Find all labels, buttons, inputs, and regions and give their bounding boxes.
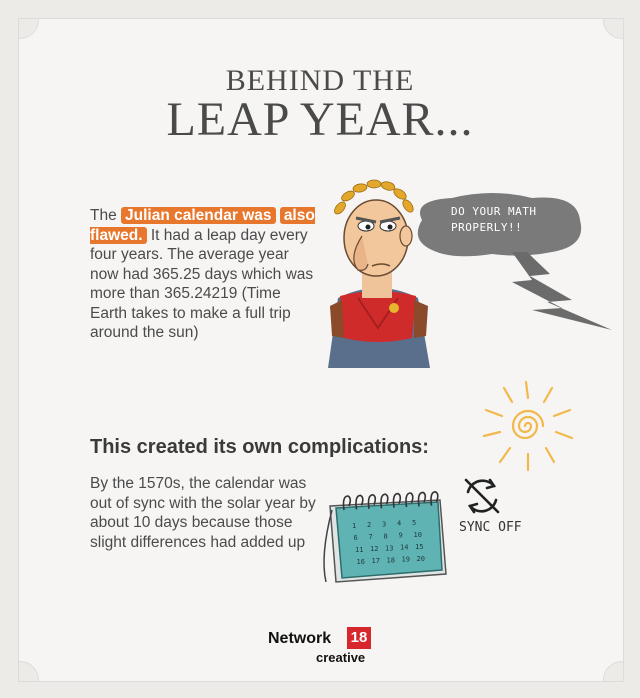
calendar-day-number: 11 xyxy=(355,546,364,554)
sync-off-label: SYNC OFF xyxy=(459,520,522,535)
calendar-day-number: 5 xyxy=(412,518,417,527)
card-corner-bottom-left xyxy=(18,661,39,682)
logo-word: Network xyxy=(268,630,332,647)
calendar-day-number: 19 xyxy=(401,555,410,564)
calendar-day-number: 7 xyxy=(368,533,373,542)
speech-bubble-text xyxy=(451,204,571,236)
speech-bubble-line-2: PROPERLY!! xyxy=(451,221,523,234)
calendar-day-number: 6 xyxy=(353,534,358,542)
calendar-day-number: 10 xyxy=(413,530,422,539)
complications-heading: This created its own complications: xyxy=(90,436,429,458)
speech-bubble-line-1: DO YOUR MATH xyxy=(451,205,537,218)
card-corner-bottom-right xyxy=(603,661,624,682)
calendar-day-number: 18 xyxy=(386,556,395,565)
logo-sub: creative xyxy=(316,650,366,665)
sun-doodle-icon xyxy=(478,376,578,476)
calendar-day-number: 13 xyxy=(385,544,394,553)
calendar-day-number: 17 xyxy=(371,557,380,566)
card-corner-top-left xyxy=(18,18,39,39)
calendar-day-number: 12 xyxy=(370,545,379,554)
logo-number: 18 xyxy=(347,627,371,649)
network18-creative-logo xyxy=(268,627,378,667)
calendar-day-number: 8 xyxy=(383,532,388,541)
intro-rest: It had a leap day every four years. The average year now had 365.25 days which was more than 365.24219 (Time Earth takes to make a full trip around the sun) xyxy=(90,226,314,341)
title-line-2: LEAP YEAR... xyxy=(166,93,474,146)
calendar-day-number: 15 xyxy=(415,542,424,551)
card-corner-top-right xyxy=(603,18,624,39)
intro-highlight-1: Julian calendar was xyxy=(121,207,275,224)
complications-body: By the 1570s, the calendar was out of sync with the solar year by about 10 days because those slight differences had added up xyxy=(90,475,316,551)
calendar-day-number: 4 xyxy=(397,519,402,528)
calendar-day-number: 14 xyxy=(400,543,409,552)
intro-highlight-2: also flawed. xyxy=(90,207,315,244)
calendar-day-number: 3 xyxy=(382,520,387,529)
calendar-day-number: 1 xyxy=(352,522,357,530)
calendar-day-number: 2 xyxy=(367,521,372,530)
sync-off-icon xyxy=(460,474,504,518)
intro-prefix: The xyxy=(90,207,117,224)
calendar-day-number: 16 xyxy=(356,558,365,566)
title-line-1: BEHIND THE xyxy=(225,64,415,97)
calendar-day-number: 9 xyxy=(398,531,403,540)
calendar-day-number: 20 xyxy=(416,554,425,563)
intro-paragraph xyxy=(90,206,320,343)
calendar-illustration xyxy=(322,486,452,594)
